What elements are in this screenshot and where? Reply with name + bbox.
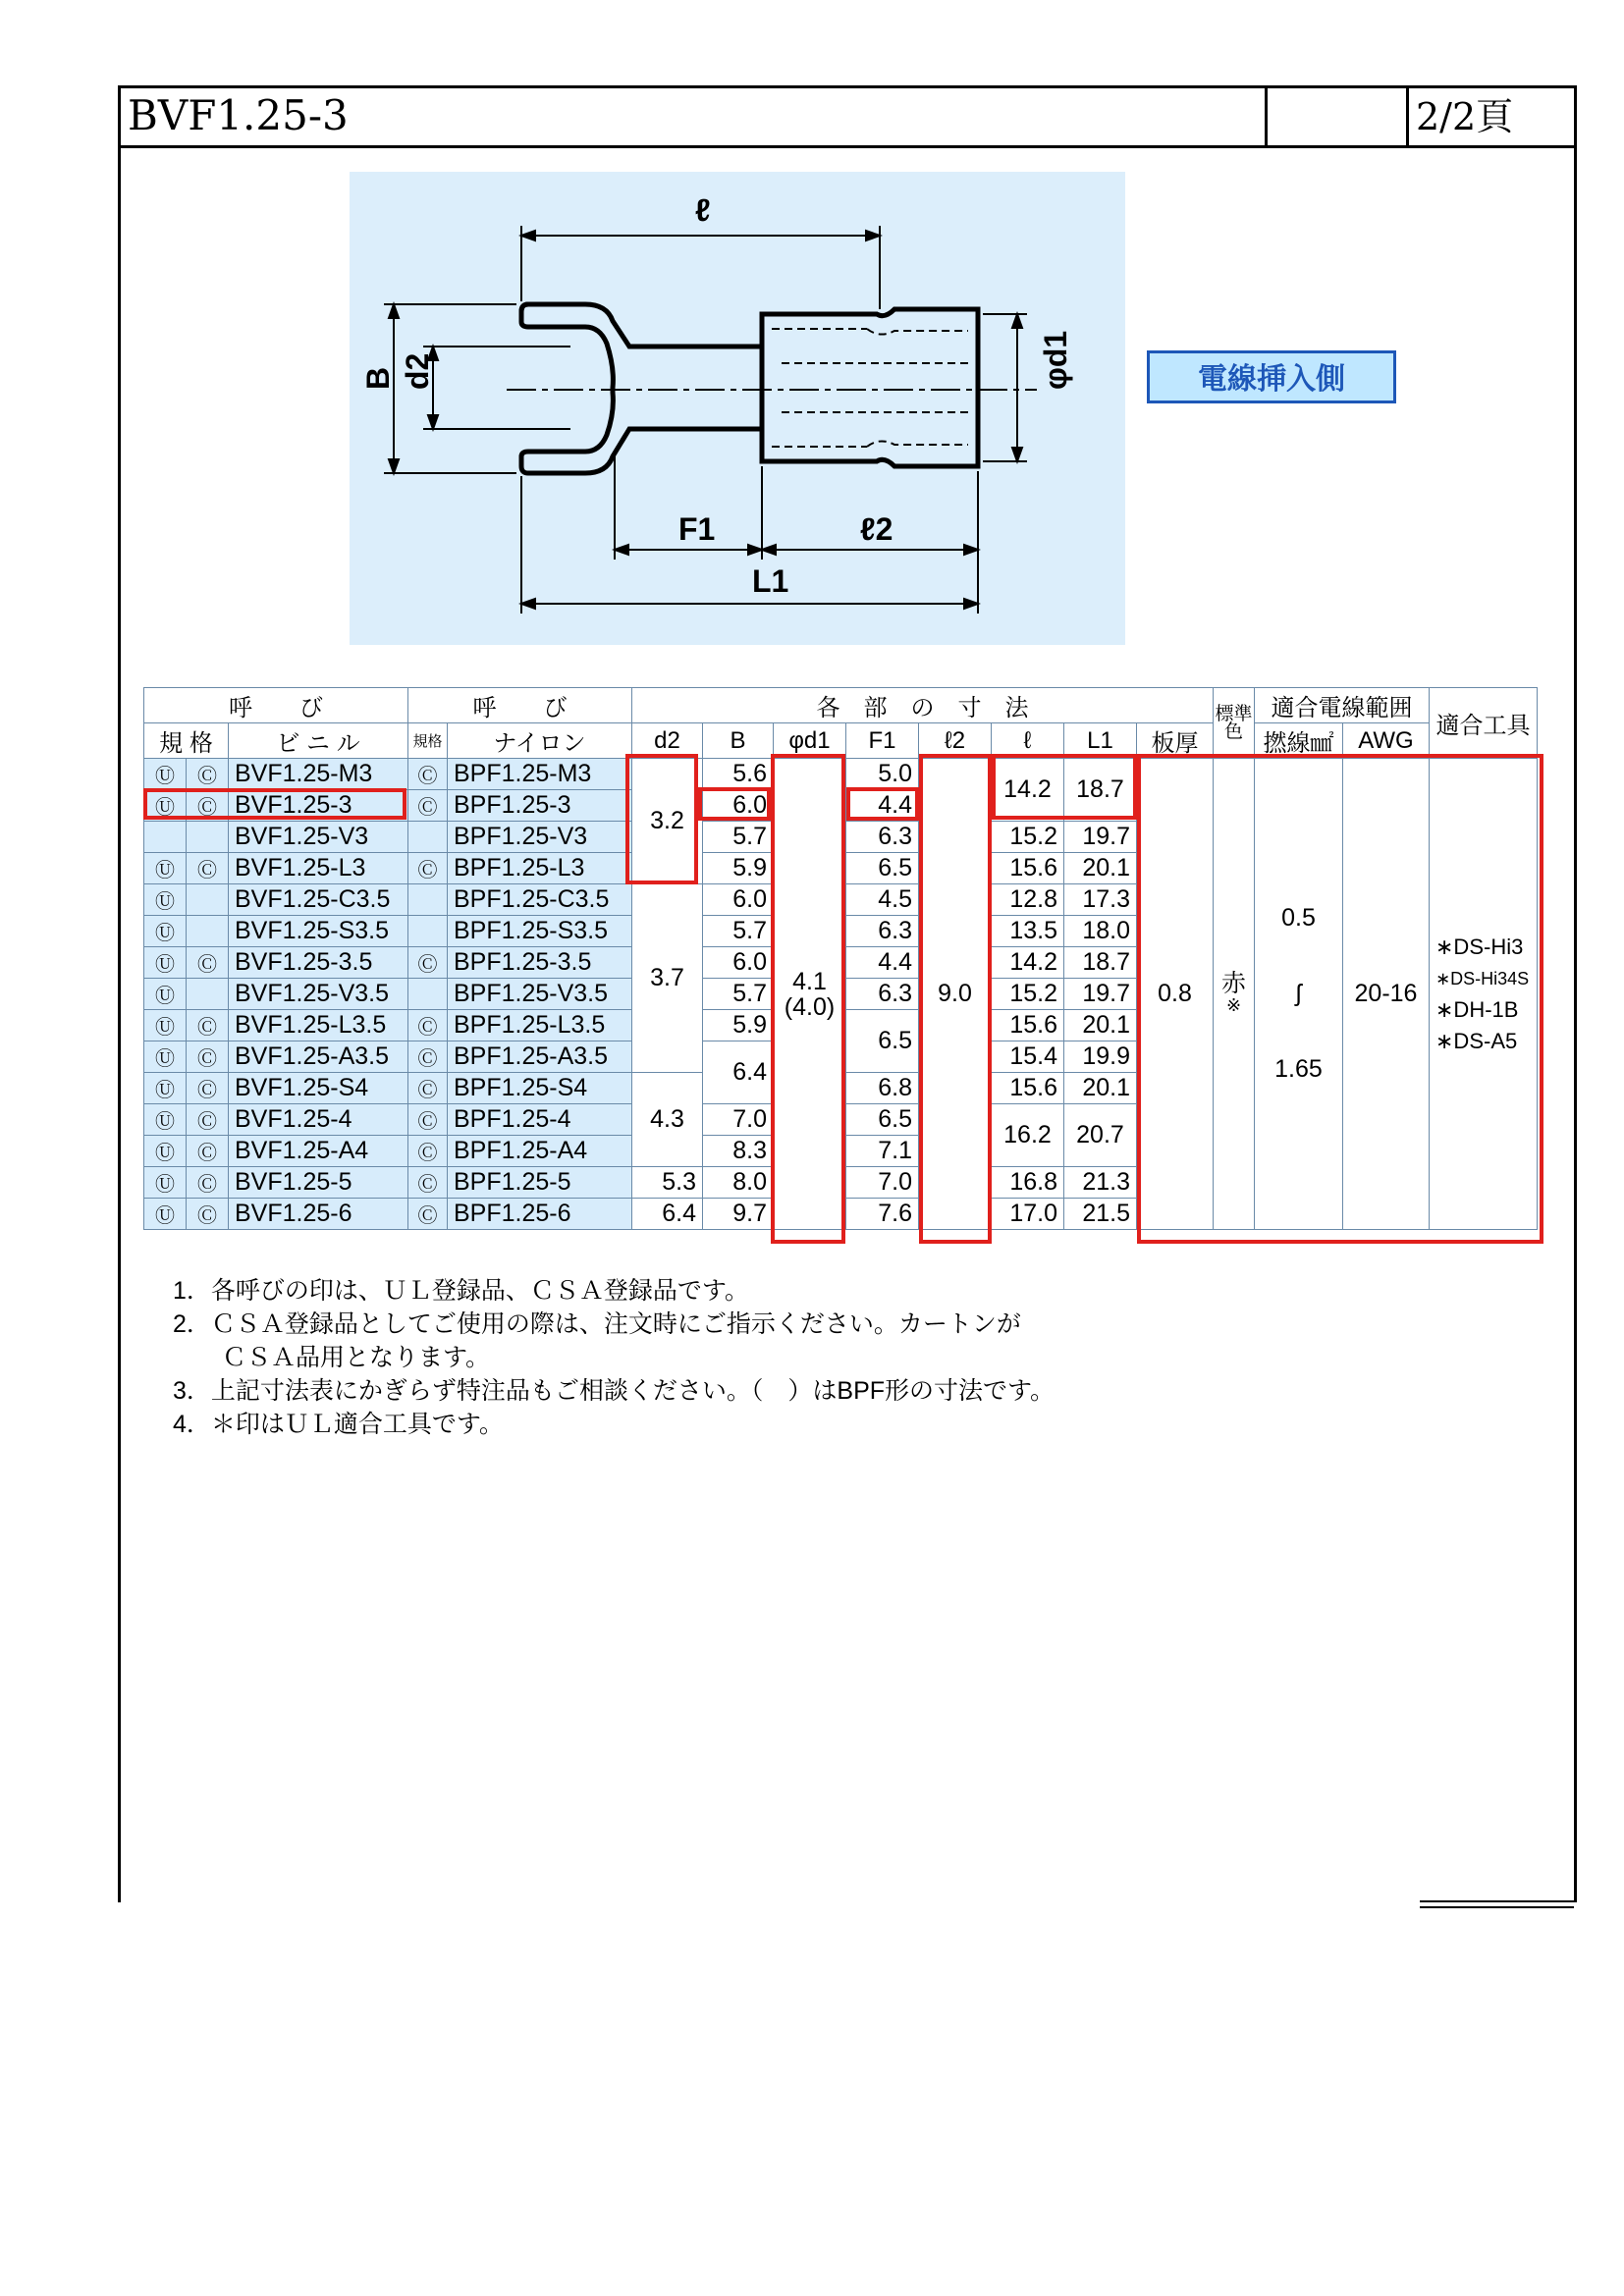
vinyl-name: BVF1.25-S4 bbox=[229, 1073, 408, 1104]
d2-value: 3.7 bbox=[632, 884, 703, 1073]
vinyl-name: BVF1.25-5 bbox=[229, 1167, 408, 1199]
label-l2: ℓ2 bbox=[860, 511, 893, 547]
csa-mark: Ⓒ bbox=[408, 759, 448, 790]
note-2-cont: ＣＳＡ品用となります。 bbox=[173, 1344, 491, 1371]
label-l: ℓ bbox=[695, 192, 711, 228]
vinyl-name: BVF1.25-A3.5 bbox=[229, 1041, 408, 1073]
phid1-sub: (4.0) bbox=[784, 992, 836, 1021]
csa-mark: Ⓒ bbox=[187, 759, 229, 790]
col-nylon: ナイロン bbox=[448, 723, 632, 759]
col-yobi-vinyl: 呼 び bbox=[144, 688, 408, 723]
tool-item: ∗DS-Hi34S bbox=[1435, 968, 1530, 988]
ul-mark: Ⓤ bbox=[144, 1041, 187, 1073]
nylon-name: BPF1.25-3 bbox=[448, 790, 632, 822]
col-B: B bbox=[703, 723, 774, 759]
csa-mark: Ⓒ bbox=[408, 1010, 448, 1041]
notes bbox=[173, 1274, 1055, 1441]
col-kikaku: 規 格 bbox=[144, 723, 229, 759]
header-divider bbox=[118, 145, 1574, 148]
B-value: 5.7 bbox=[703, 916, 774, 947]
col-awg: AWG bbox=[1343, 723, 1430, 759]
csa-mark bbox=[187, 979, 229, 1010]
csa-mark bbox=[408, 979, 448, 1010]
nylon-name: BPF1.25-M3 bbox=[448, 759, 632, 790]
yoru-top: 0.5 bbox=[1281, 904, 1316, 932]
ul-mark: Ⓤ bbox=[144, 1136, 187, 1167]
phid1-main: 4.1 bbox=[792, 967, 827, 995]
highlight-l2 bbox=[919, 754, 992, 1244]
vinyl-name: BVF1.25-V3 bbox=[229, 822, 408, 853]
csa-mark: Ⓒ bbox=[408, 1104, 448, 1136]
L1-value: 19.7 bbox=[1064, 822, 1137, 853]
l-value: 15.6 bbox=[992, 1010, 1064, 1041]
highlight-thick-wire-tool bbox=[1137, 754, 1543, 1244]
l-value: 16.2 bbox=[992, 1104, 1064, 1167]
csa-mark: Ⓒ bbox=[187, 1041, 229, 1073]
awg-value: 20-16 bbox=[1343, 759, 1430, 1230]
col-d2: d2 bbox=[632, 723, 703, 759]
F1-value: 5.0 bbox=[846, 759, 919, 790]
F1-value: 6.5 bbox=[846, 1104, 919, 1136]
csa-mark: Ⓒ bbox=[187, 790, 229, 822]
csa-mark: Ⓒ bbox=[187, 947, 229, 979]
l-value: 12.8 bbox=[992, 884, 1064, 916]
vinyl-name: BVF1.25-3.5 bbox=[229, 947, 408, 979]
L1-value: 20.1 bbox=[1064, 853, 1137, 884]
label-L1: L1 bbox=[752, 563, 789, 599]
B-value: 6.4 bbox=[703, 1041, 774, 1104]
ul-mark: Ⓤ bbox=[144, 1104, 187, 1136]
F1-value: 4.4 bbox=[846, 947, 919, 979]
nylon-name: BPF1.25-L3.5 bbox=[448, 1010, 632, 1041]
F1-value: 6.3 bbox=[846, 979, 919, 1010]
ul-mark: Ⓤ bbox=[144, 1167, 187, 1199]
note-1: 1．各呼びの印は、ＵＬ登録品、ＣＳＡ登録品です。 bbox=[173, 1277, 749, 1305]
L1-value: 20.1 bbox=[1064, 1073, 1137, 1104]
L1-value: 21.3 bbox=[1064, 1167, 1137, 1199]
nylon-name: BPF1.25-S4 bbox=[448, 1073, 632, 1104]
header-divider-1 bbox=[1265, 85, 1268, 145]
l-value: 16.8 bbox=[992, 1167, 1064, 1199]
col-wire: 適合電線範囲 bbox=[1255, 688, 1430, 723]
F1-value: 7.1 bbox=[846, 1136, 919, 1167]
nylon-name: BPF1.25-A3.5 bbox=[448, 1041, 632, 1073]
l2-value: 9.0 bbox=[919, 759, 992, 1230]
B-value: 6.0 bbox=[703, 790, 774, 822]
yoru-mid: ʃ bbox=[1295, 980, 1302, 1007]
nylon-name: BPF1.25-6 bbox=[448, 1199, 632, 1230]
col-phid1: φd1 bbox=[774, 723, 846, 759]
col-l: ℓ bbox=[992, 723, 1064, 759]
note-4: 4．＊印はＵＬ適合工具です。 bbox=[173, 1411, 504, 1438]
highlight-d2 bbox=[625, 754, 698, 884]
F1-value: 6.3 bbox=[846, 916, 919, 947]
B-value: 5.7 bbox=[703, 979, 774, 1010]
note-2: 2．ＣＳＡ登録品としてご使用の際は、注文時にご指示ください。カートンが bbox=[173, 1310, 1021, 1338]
terminal-diagram bbox=[350, 172, 1125, 645]
l-value: 15.2 bbox=[992, 979, 1064, 1010]
vinyl-name: BVF1.25-4 bbox=[229, 1104, 408, 1136]
page-number: 2/2頁 bbox=[1416, 95, 1514, 138]
col-dims: 各 部 の 寸 法 bbox=[632, 688, 1214, 723]
csa-mark: Ⓒ bbox=[408, 1136, 448, 1167]
nylon-name: BPF1.25-C3.5 bbox=[448, 884, 632, 916]
nylon-name: BPF1.25-5 bbox=[448, 1167, 632, 1199]
L1-value: 19.9 bbox=[1064, 1041, 1137, 1073]
csa-mark bbox=[187, 884, 229, 916]
ul-mark: Ⓤ bbox=[144, 884, 187, 916]
nylon-name: BPF1.25-L3 bbox=[448, 853, 632, 884]
B-value: 6.0 bbox=[703, 947, 774, 979]
col-kikaku-nylon: 規格 bbox=[408, 723, 448, 759]
nylon-name: BPF1.25-A4 bbox=[448, 1136, 632, 1167]
ul-mark: Ⓤ bbox=[144, 947, 187, 979]
csa-mark: Ⓒ bbox=[187, 1167, 229, 1199]
col-thick: 板厚 bbox=[1137, 723, 1214, 759]
highlight-l-L1 bbox=[992, 754, 1137, 820]
B-value: 5.7 bbox=[703, 822, 774, 853]
l-value: 15.6 bbox=[992, 1073, 1064, 1104]
B-value: 5.9 bbox=[703, 1010, 774, 1041]
csa-mark: Ⓒ bbox=[408, 790, 448, 822]
label-F1: F1 bbox=[678, 511, 716, 547]
d2-value: 3.2 bbox=[632, 759, 703, 884]
B-value: 8.0 bbox=[703, 1167, 774, 1199]
ul-mark: Ⓤ bbox=[144, 1073, 187, 1104]
F1-value: 6.3 bbox=[846, 822, 919, 853]
yoru-bot: 1.65 bbox=[1274, 1055, 1323, 1083]
ul-mark: Ⓤ bbox=[144, 759, 187, 790]
nylon-name: BPF1.25-V3.5 bbox=[448, 979, 632, 1010]
L1-value: 17.3 bbox=[1064, 884, 1137, 916]
csa-mark: Ⓒ bbox=[408, 1199, 448, 1230]
csa-mark: Ⓒ bbox=[408, 947, 448, 979]
l-value: 14.2 bbox=[992, 947, 1064, 979]
nylon-name: BPF1.25-S3.5 bbox=[448, 916, 632, 947]
d2-value: 6.4 bbox=[632, 1199, 703, 1230]
tool-item: ∗DS-A5 bbox=[1435, 1028, 1518, 1053]
highlight-phid1 bbox=[771, 754, 845, 1244]
wire-insertion-side-label: 電線挿入側 bbox=[1147, 350, 1396, 403]
F1-value: 7.6 bbox=[846, 1199, 919, 1230]
col-F1: F1 bbox=[846, 723, 919, 759]
B-value: 8.3 bbox=[703, 1136, 774, 1167]
csa-mark: Ⓒ bbox=[408, 1041, 448, 1073]
l-value: 15.6 bbox=[992, 853, 1064, 884]
l-value: 15.4 bbox=[992, 1041, 1064, 1073]
ul-mark: Ⓤ bbox=[144, 979, 187, 1010]
F1-value: 6.5 bbox=[846, 1010, 919, 1073]
ul-mark: Ⓤ bbox=[144, 790, 187, 822]
label-B: B bbox=[360, 366, 396, 390]
F1-value: 4.5 bbox=[846, 884, 919, 916]
footer-double-line bbox=[1420, 1900, 1574, 1908]
vinyl-name: BVF1.25-L3 bbox=[229, 853, 408, 884]
vinyl-name: BVF1.25-L3.5 bbox=[229, 1010, 408, 1041]
L1-value: 18.0 bbox=[1064, 916, 1137, 947]
col-yoru: 撚線㎟ bbox=[1255, 723, 1343, 759]
tool-item: ∗DH-1B bbox=[1435, 996, 1519, 1022]
vinyl-name: BVF1.25-A4 bbox=[229, 1136, 408, 1167]
L1-value: 19.7 bbox=[1064, 979, 1137, 1010]
ul-mark: Ⓤ bbox=[144, 1199, 187, 1230]
d2-value: 5.3 bbox=[632, 1167, 703, 1199]
F1-value: 6.8 bbox=[846, 1073, 919, 1104]
nylon-name: BPF1.25-3.5 bbox=[448, 947, 632, 979]
col-l2: ℓ2 bbox=[919, 723, 992, 759]
F1-value: 6.5 bbox=[846, 853, 919, 884]
B-value: 6.0 bbox=[703, 884, 774, 916]
csa-mark: Ⓒ bbox=[187, 1199, 229, 1230]
csa-mark bbox=[408, 822, 448, 853]
terminal-drawing bbox=[350, 172, 1125, 645]
csa-mark: Ⓒ bbox=[408, 1073, 448, 1104]
csa-mark bbox=[408, 884, 448, 916]
ul-mark bbox=[144, 822, 187, 853]
highlight-B bbox=[698, 787, 771, 821]
l-value: 17.0 bbox=[992, 1199, 1064, 1230]
L1-value: 18.7 bbox=[1064, 759, 1137, 822]
color-main: 赤 bbox=[1220, 969, 1246, 997]
csa-mark: Ⓒ bbox=[408, 853, 448, 884]
vinyl-name: BVF1.25-M3 bbox=[229, 759, 408, 790]
nylon-name: BPF1.25-V3 bbox=[448, 822, 632, 853]
ul-mark: Ⓤ bbox=[144, 1010, 187, 1041]
F1-value: 7.0 bbox=[846, 1167, 919, 1199]
document-title: BVF1.25-3 bbox=[128, 91, 349, 139]
csa-mark bbox=[408, 916, 448, 947]
L1-value: 20.7 bbox=[1064, 1104, 1137, 1167]
col-L1: L1 bbox=[1064, 723, 1137, 759]
col-tool: 適合工具 bbox=[1430, 688, 1538, 759]
csa-mark bbox=[187, 916, 229, 947]
vinyl-name: BVF1.25-3 bbox=[229, 790, 408, 822]
L1-value: 21.5 bbox=[1064, 1199, 1137, 1230]
vinyl-name: BVF1.25-V3.5 bbox=[229, 979, 408, 1010]
csa-mark: Ⓒ bbox=[187, 1136, 229, 1167]
label-d2: d2 bbox=[400, 352, 435, 390]
col-vinyl: ビ ニ ル bbox=[229, 723, 408, 759]
csa-mark: Ⓒ bbox=[408, 1167, 448, 1199]
note-3: 3．上記寸法表にかぎらず特注品もご相談ください。（ ）はBPF形の寸法です。 bbox=[173, 1377, 1056, 1405]
L1-value: 20.1 bbox=[1064, 1010, 1137, 1041]
csa-mark: Ⓒ bbox=[187, 1104, 229, 1136]
csa-mark: Ⓒ bbox=[187, 1010, 229, 1041]
l-value: 13.5 bbox=[992, 916, 1064, 947]
d2-value: 4.3 bbox=[632, 1073, 703, 1167]
highlight-bvf1-25-3 bbox=[143, 788, 406, 820]
ul-mark: Ⓤ bbox=[144, 916, 187, 947]
ul-mark: Ⓤ bbox=[144, 853, 187, 884]
label-phid1: φd1 bbox=[1038, 330, 1073, 390]
B-value: 5.6 bbox=[703, 759, 774, 790]
B-value: 7.0 bbox=[703, 1104, 774, 1136]
l-value: 15.2 bbox=[992, 822, 1064, 853]
col-yobi-nylon: 呼 び bbox=[408, 688, 632, 723]
B-value: 5.9 bbox=[703, 853, 774, 884]
highlight-F1 bbox=[846, 787, 919, 821]
B-value: 9.7 bbox=[703, 1199, 774, 1230]
csa-mark bbox=[187, 822, 229, 853]
header-divider-2 bbox=[1406, 85, 1409, 145]
F1-value: 4.4 bbox=[846, 790, 919, 822]
L1-value: 18.7 bbox=[1064, 947, 1137, 979]
csa-mark: Ⓒ bbox=[187, 853, 229, 884]
col-color: 標準色 bbox=[1214, 688, 1255, 759]
nylon-name: BPF1.25-4 bbox=[448, 1104, 632, 1136]
vinyl-name: BVF1.25-6 bbox=[229, 1199, 408, 1230]
vinyl-name: BVF1.25-S3.5 bbox=[229, 916, 408, 947]
vinyl-name: BVF1.25-C3.5 bbox=[229, 884, 408, 916]
tool-item: ∗DS-Hi3 bbox=[1435, 934, 1524, 959]
color-mark: ※ bbox=[1225, 994, 1242, 1015]
thick-value: 0.8 bbox=[1137, 759, 1214, 1230]
l-value: 14.2 bbox=[992, 759, 1064, 822]
csa-mark: Ⓒ bbox=[187, 1073, 229, 1104]
